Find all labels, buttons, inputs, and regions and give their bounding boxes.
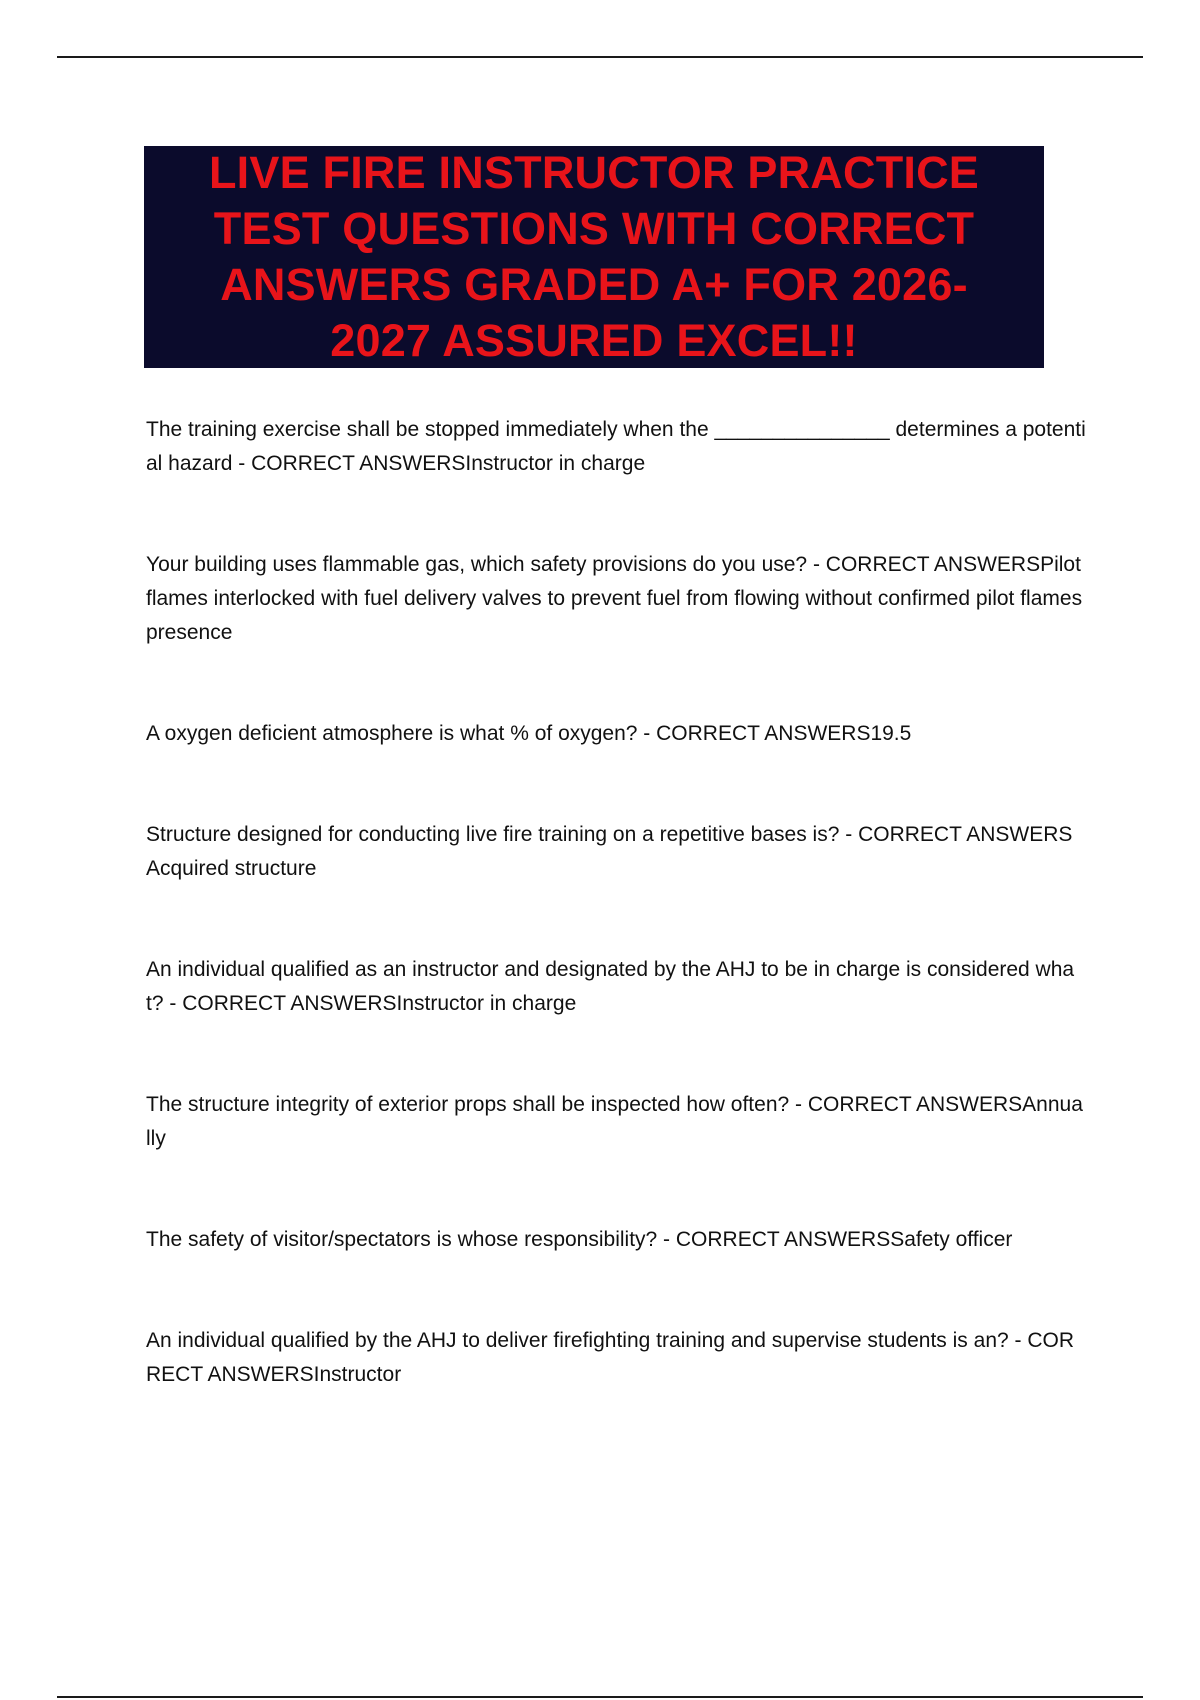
bottom-rule [57,1696,1143,1698]
separator: - [789,1093,808,1116]
separator: - [657,1228,676,1251]
answer-text: Instructor [313,1363,402,1386]
question-text: Your building uses flammable gas, which safety provisions do you use? [146,553,808,576]
qa-item [146,548,1086,650]
answer-label: CORRECT ANSWERS [825,553,1041,576]
qa-list [146,413,1086,1392]
question-text: The structure integrity of exterior props shall be inspected how often? [146,1093,790,1116]
answer-label: CORRECT ANSWERS [251,452,466,475]
question-text: A oxygen deficient atmosphere is what % of oxygen? [146,722,638,745]
separator: - [807,553,826,576]
question-text: The training exercise shall be stopped immediately when the _______________ determines a potential hazard [146,418,1086,475]
answer-label: CORRECT ANSWERS [807,1093,1023,1116]
qa-item [146,1088,1086,1156]
document-title: LIVE FIRE INSTRUCTOR PRACTICE TEST QUESTIONS WITH CORRECT ANSWERS GRADED A+ FOR 2026-2027 ASSURED EXCEL!! [208,147,979,366]
separator: - [163,992,183,1015]
answer-label: CORRECT ANSWERS [675,1228,891,1251]
title-banner [144,146,1044,368]
qa-item [146,413,1086,481]
qa-item [146,1223,1086,1257]
question-text: An individual qualified by the AHJ to deliver firefighting training and supervise students is an? [146,1329,1009,1352]
qa-item [146,818,1086,886]
separator: - [232,452,252,475]
qa-item [146,1324,1086,1392]
separator: - [1008,1329,1028,1352]
answer-text: Pilot flames interlocked with fuel delivery valves to prevent fuel from flowing without confirmed pilot flames presence [146,553,1083,644]
top-rule [57,56,1143,58]
answer-text: Instructor in charge [396,992,577,1015]
qa-item [146,953,1086,1021]
answer-label: CORRECT ANSWERS [182,992,397,1015]
question-text: The safety of visitor/spectators is whose responsibility? [146,1228,658,1251]
answer-text: Annually [146,1093,1083,1150]
separator: - [637,722,657,745]
answer-text: 19.5 [870,722,912,745]
answer-label: CORRECT ANSWERS [146,1329,1075,1386]
answer-text: Safety officer [890,1228,1013,1251]
answer-text: Acquired structure [146,857,317,880]
answer-label: CORRECT ANSWERS [858,823,1073,846]
qa-item [146,717,1086,751]
answer-text: Instructor in charge [465,452,646,475]
separator: - [839,823,859,846]
answer-label: CORRECT ANSWERS [656,722,871,745]
question-text: An individual qualified as an instructor and designated by the AHJ to be in charge is considered what? [146,958,1075,1015]
question-text: Structure designed for conducting live fire training on a repetitive bases is? [146,823,840,846]
